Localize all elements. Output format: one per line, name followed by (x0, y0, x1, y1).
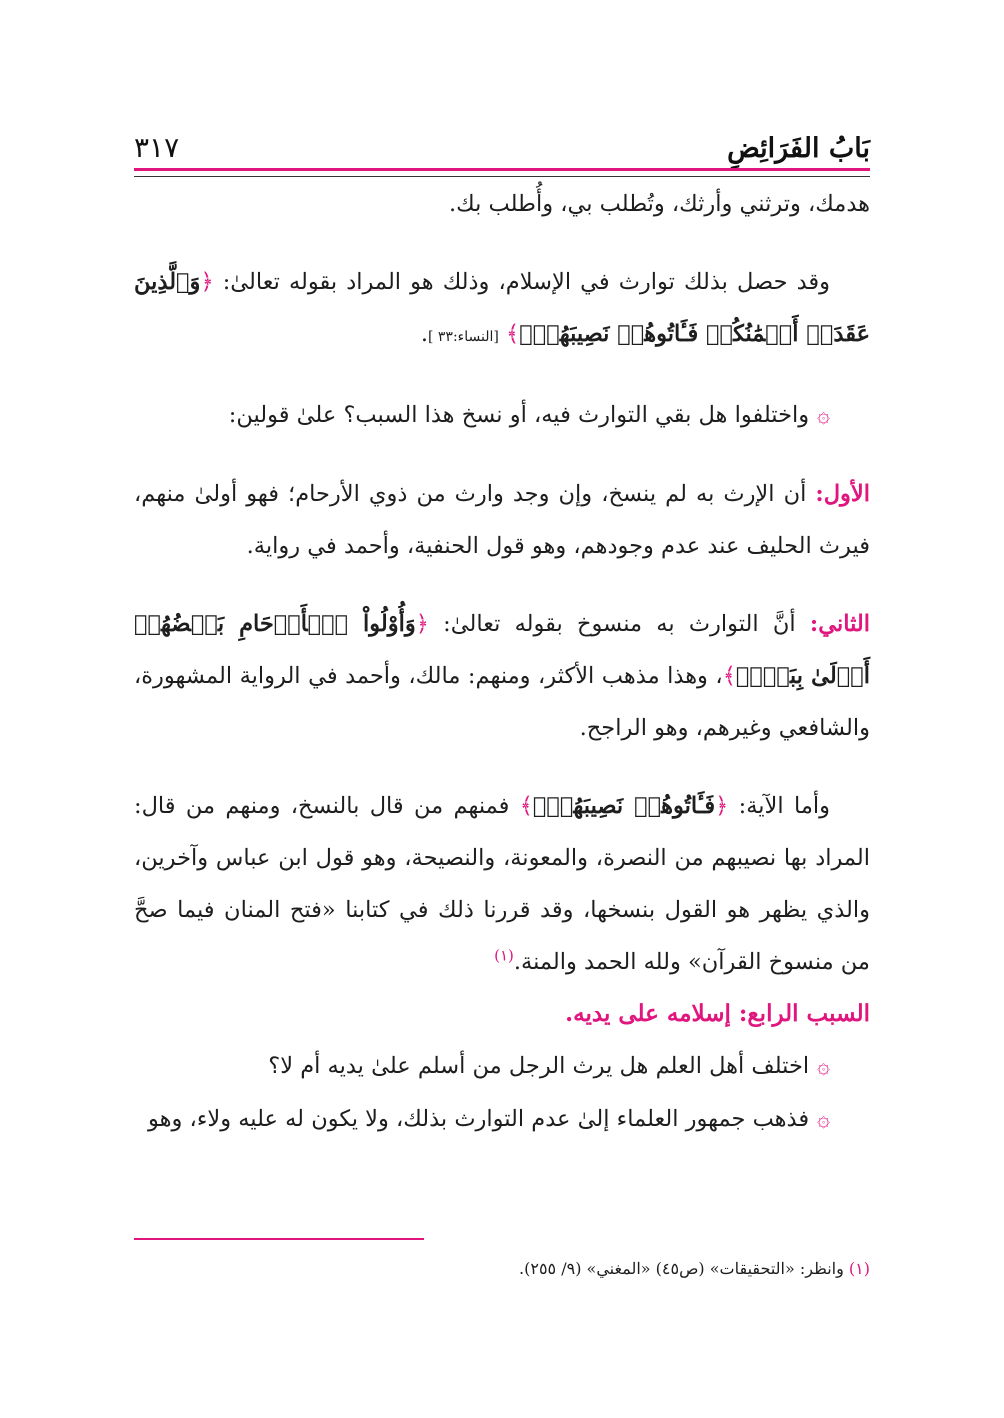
flower-ornament-icon: ۞ (817, 1107, 830, 1132)
chapter-title: بَابُ الفَرَائِضِ (727, 133, 870, 164)
paragraph-2 (134, 256, 870, 363)
header-rule-thin (134, 176, 870, 177)
page-body (134, 178, 870, 1146)
paragraph-3-text: واختلفوا هل بقي التوارث فيه، أو نسخ هذا السبب؟ علىٰ قولين: (228, 402, 810, 428)
quran-close-bracket: ﴾ (506, 321, 520, 347)
footnote (134, 1252, 870, 1286)
quran-open-bracket: ﴿ (200, 269, 214, 295)
quran-verse: فَـَٔاتُوهُمۡ نَصِيبَهُمۡۚ (532, 793, 716, 819)
section-item-1 (134, 1040, 870, 1093)
paragraph-3 (134, 389, 870, 442)
first-opinion-label: الأول: (815, 481, 870, 507)
paragraph-6-text-a: وأما الآية: (728, 793, 830, 819)
footnote-separator (134, 1238, 424, 1240)
footnote-number: (١) (848, 1259, 870, 1278)
paragraph-5-text-a: أنَّ التوارث به منسوخ بقوله تعالىٰ: (428, 611, 810, 637)
quran-close-bracket: ﴾ (722, 663, 736, 689)
quran-verse: وَأُوْلُواْ ٱلۡأَرۡحَامِ بَعۡضُهُمۡ أَوۡلَىٰ بِبَعۡضٖ (134, 611, 870, 689)
header-rule-accent (134, 168, 870, 171)
paragraph-5-text-b: ، وهذا مذهب الأكثر، ومنهم: مالك، وأحمد في الرواية المشهورة، والشافعي وغيرهم، وهو الراجح. (134, 663, 870, 741)
paragraph-2-end: . (420, 321, 428, 347)
footnote-marker[interactable]: (١) (494, 946, 514, 965)
footnote-text: وانظر: «التحقيقات» (ص٤٥) «المغني» (٩/ ٢٥٥). (519, 1259, 849, 1278)
flower-ornament-icon: ۞ (817, 403, 830, 428)
paragraph-4 (134, 468, 870, 572)
spacer (134, 363, 870, 389)
spacer (134, 572, 870, 598)
paragraph-5 (134, 598, 870, 754)
section-item-2 (134, 1093, 870, 1146)
paragraph-4-text: أن الإرث به لم ينسخ، وإن وجد وارث من ذوي الأرحام؛ فهو أولىٰ منهم، فيرث الحليف عند عدم وجودهم، وهو قول الحنفية، وأحمد في رواية. (134, 481, 870, 559)
paragraph-6-text-c: ولله الحمد والمنة. (513, 949, 688, 975)
flower-ornament-icon: ۞ (817, 1054, 830, 1079)
section-heading: السبب الرابع: إسلامه على يديه. (565, 1000, 870, 1027)
book-title: «فتح المنان فيما صحَّ من منسوخ القرآن» (134, 897, 870, 975)
quran-close-bracket: ﴾ (519, 793, 533, 819)
paragraph-6-text-b: فمنهم من قال بالنسخ، ومنهم من قال: المراد بها نصيبهم من النصرة، والمعونة، والنصيحة، وهو قول ابن عباس وآخرين، والذي يظهر هو القول بنسخها، وقد قررنا ذلك في كتابنا (134, 793, 870, 923)
spacer (134, 230, 870, 256)
paragraph-6 (134, 780, 870, 988)
quran-open-bracket: ﴿ (415, 611, 429, 637)
second-opinion-label: الثاني: (809, 611, 870, 637)
quran-open-bracket: ﴿ (715, 793, 729, 819)
quran-verse: وَٱلَّذِينَ عَقَدَتۡ أَيۡمَٰنُكُمۡ فَـَٔاتُوهُمۡ نَصِيبَهُمۡۚ (134, 269, 870, 347)
verse-reference: [النساء:٣٣ ] (427, 329, 499, 345)
paragraph-1: هدمك، وترثني وأرثك، وتُطلب بي، وأُطلب بك. (448, 191, 870, 217)
section-item-1-text: اختلف أهل العلم هل يرث الرجل من أسلم علىٰ يديه أم لا؟ (268, 1053, 810, 1079)
page-number: ٣١٧ (134, 131, 180, 164)
paragraph-2-text: وقد حصل بذلك توارث في الإسلام، وذلك هو المراد بقوله تعالىٰ: (213, 269, 830, 295)
spacer (134, 442, 870, 468)
section-item-2-text: فذهب جمهور العلماء إلىٰ عدم التوارث بذلك، ولا يكون له عليه ولاء، وهو (148, 1106, 810, 1132)
page-header (134, 120, 870, 164)
spacer (134, 754, 870, 780)
